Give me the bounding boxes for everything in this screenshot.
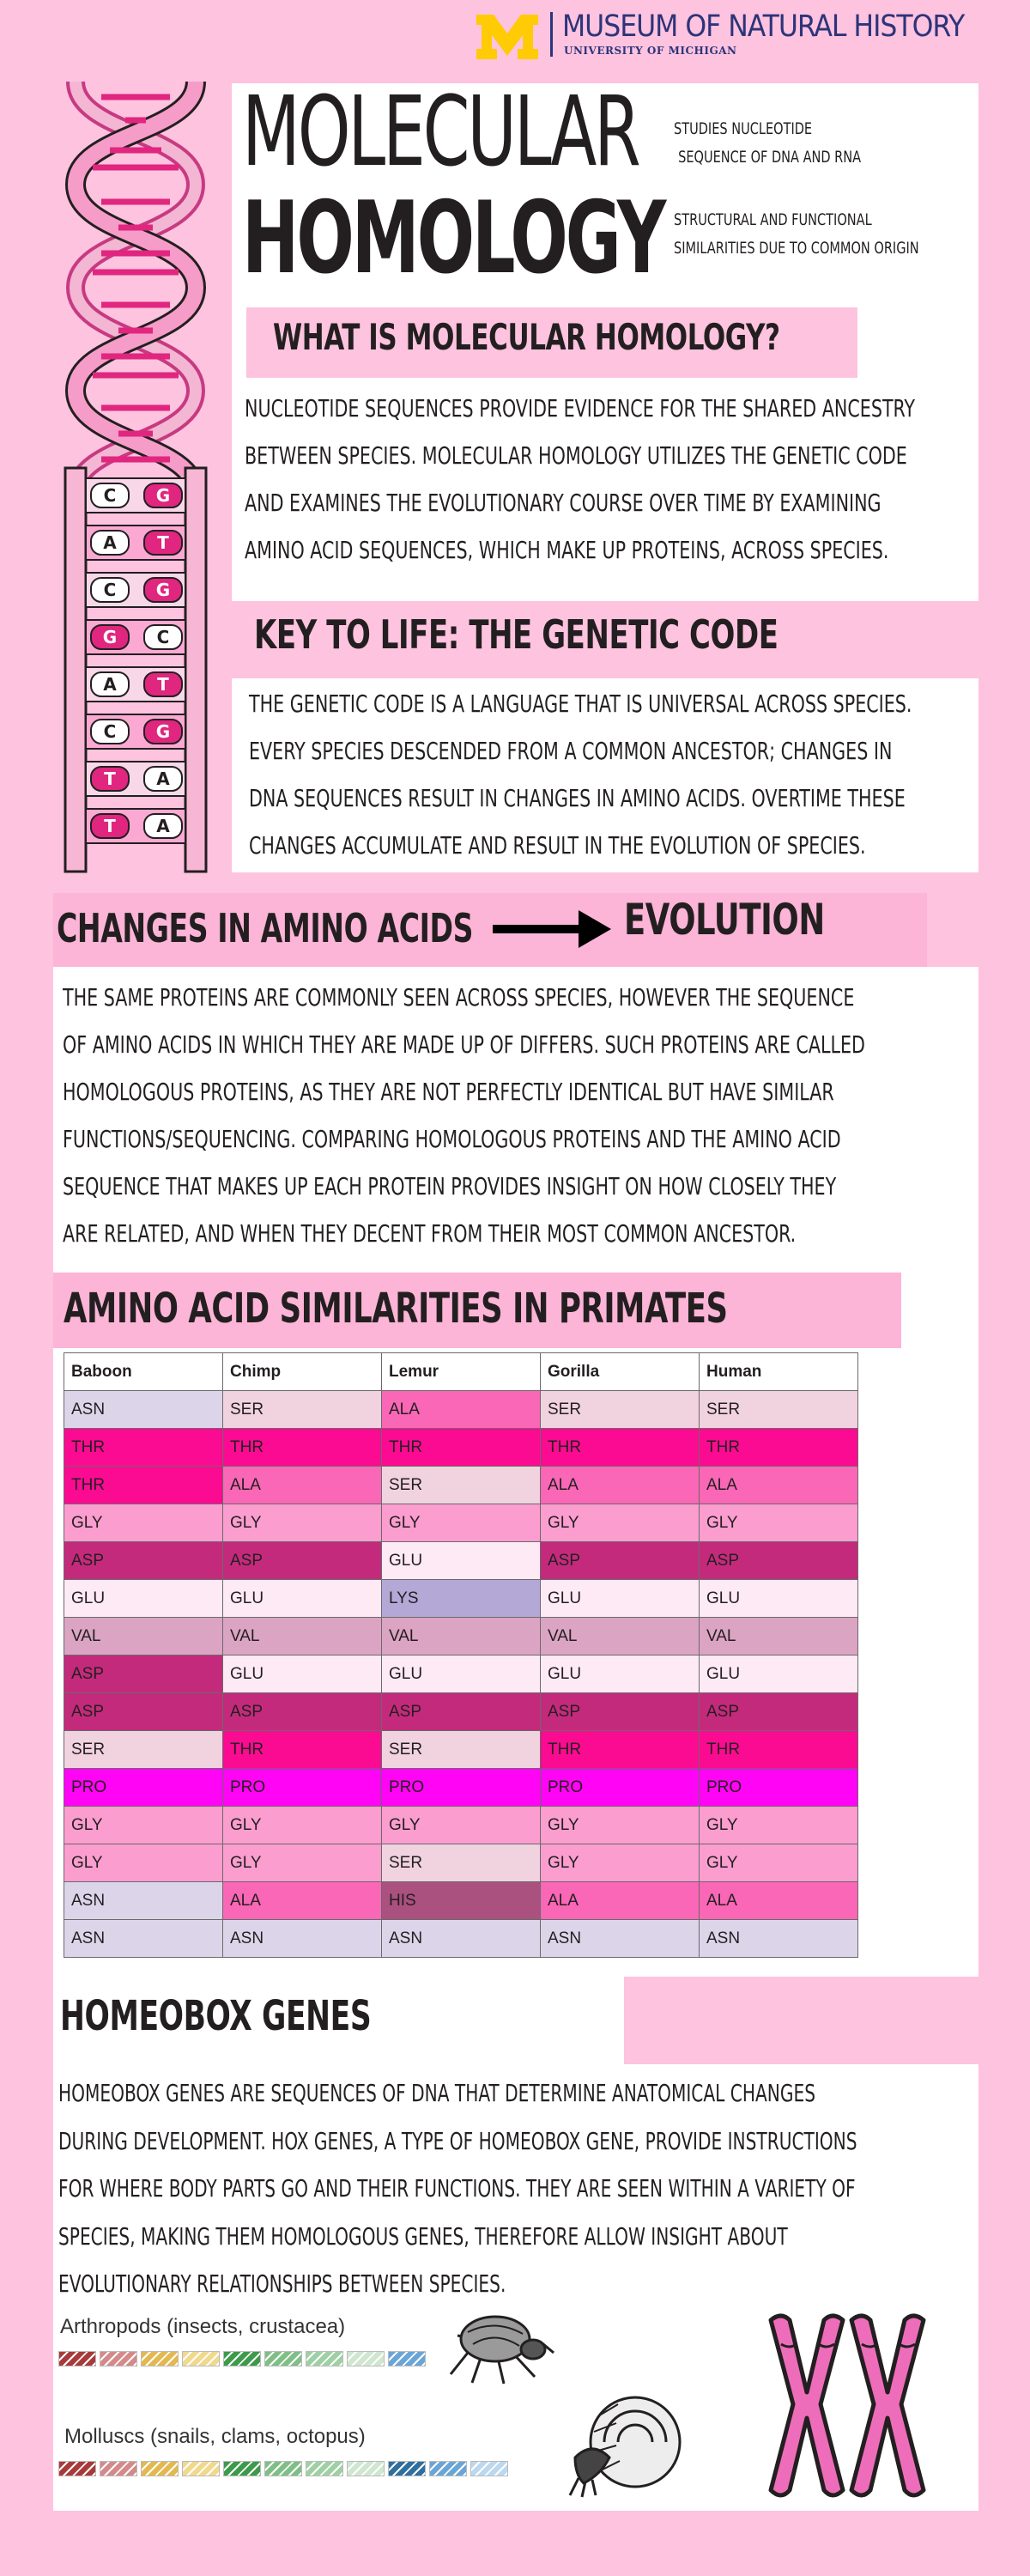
- gene-segment: [306, 2461, 343, 2476]
- gene-segment: [100, 2351, 137, 2366]
- gene-segment: [347, 2351, 385, 2366]
- table-cell: THR: [382, 1429, 541, 1467]
- table-cell: HIS: [382, 1882, 541, 1920]
- table-cell: GLU: [700, 1580, 858, 1618]
- dna-base-letter: T: [104, 769, 116, 789]
- arthropods-label: Arthropods (insects, crustacea): [60, 2315, 346, 2338]
- header-divider: [550, 12, 553, 57]
- table-cell: SER: [382, 1844, 541, 1882]
- chromosome-icon: [762, 2310, 934, 2507]
- section-evolution-body: [63, 974, 949, 1257]
- table-cell: VAL: [541, 1618, 700, 1656]
- table-cell: ASP: [541, 1542, 700, 1580]
- table-cell: ASP: [64, 1693, 223, 1731]
- gene-segment: [141, 2351, 179, 2366]
- mollusc-gene-bar: [58, 2461, 512, 2476]
- table-cell: ALA: [700, 1882, 858, 1920]
- table-cell: GLY: [64, 1844, 223, 1882]
- dna-base-letter: G: [155, 721, 171, 742]
- section-what-is-line: BETWEEN SPECIES. MOLECULAR HOMOLOGY UTILIZES THE GENETIC CODE: [245, 441, 907, 470]
- arthropod-gene-bar: [58, 2351, 429, 2366]
- table-cell: GLU: [223, 1580, 382, 1618]
- table-cell: ASN: [64, 1920, 223, 1958]
- table-row: [64, 1693, 858, 1731]
- table-cell: ASP: [382, 1693, 541, 1731]
- gene-segment: [347, 2461, 385, 2476]
- table-cell: GLY: [382, 1504, 541, 1542]
- table-row: [64, 1391, 858, 1429]
- table-cell: ALA: [541, 1467, 700, 1504]
- amino-acid-table: [64, 1352, 858, 1958]
- table-row: [64, 1731, 858, 1769]
- table-cell: PRO: [382, 1769, 541, 1807]
- section-what-is-body: [245, 385, 948, 574]
- table-cell: THR: [700, 1731, 858, 1769]
- title-line-1: MOLECULAR: [242, 76, 639, 188]
- table-cell: PRO: [64, 1769, 223, 1807]
- gene-segment: [58, 2351, 96, 2366]
- gene-segment: [388, 2461, 426, 2476]
- table-cell: THR: [223, 1429, 382, 1467]
- section-homeobox-line: SPECIES, MAKING THEM HOMOLOGOUS GENES, THEREFORE ALLOW INSIGHT ABOUT: [58, 2221, 788, 2251]
- table-cell: ASP: [64, 1656, 223, 1693]
- section-genetic-code-line: EVERY SPECIES DESCENDED FROM A COMMON ANCESTOR; CHANGES IN: [249, 737, 893, 765]
- section-evolution-line: FUNCTIONS/SEQUENCING. COMPARING HOMOLOGOUS PROTEINS AND THE AMINO ACID: [63, 1125, 841, 1153]
- table-cell: ASP: [700, 1542, 858, 1580]
- table-row: [64, 1807, 858, 1844]
- dna-helix-twist: [76, 82, 196, 494]
- table-cell: GLU: [64, 1580, 223, 1618]
- table-cell: GLY: [382, 1807, 541, 1844]
- dna-base-pair: [86, 526, 185, 560]
- section-homeobox-body: [58, 2069, 951, 2308]
- table-cell: GLY: [700, 1504, 858, 1542]
- title-line-2: HOMOLOGY: [242, 180, 664, 296]
- dna-base-letter: A: [103, 674, 117, 695]
- table-cell: GLY: [64, 1807, 223, 1844]
- section-evolution-line: SEQUENCE THAT MAKES UP EACH PROTEIN PROVIDES INSIGHT ON HOW CLOSELY THEY: [63, 1172, 837, 1200]
- table-cell: SER: [223, 1391, 382, 1429]
- section-homeobox-line: EVOLUTIONARY RELATIONSHIPS BETWEEN SPECIES.: [58, 2269, 506, 2298]
- table-cell: ASP: [223, 1542, 382, 1580]
- table-cell: GLY: [223, 1807, 382, 1844]
- table-row: [64, 1618, 858, 1656]
- section-evolution-heading-right: EVOLUTION: [624, 895, 825, 945]
- dna-base-pair: [86, 478, 185, 513]
- table-cell: ASP: [700, 1693, 858, 1731]
- title-note-1-line-2: SEQUENCE OF DNA AND RNA: [678, 148, 862, 167]
- dna-base-pair: [86, 762, 185, 796]
- table-cell: ASP: [541, 1693, 700, 1731]
- dna-base-letter: A: [156, 769, 170, 789]
- dna-base-letter: T: [104, 816, 116, 836]
- section-genetic-code-heading: KEY TO LIFE: THE GENETIC CODE: [254, 611, 779, 658]
- column-header-lemur: Lemur: [382, 1353, 541, 1391]
- table-cell: ALA: [223, 1882, 382, 1920]
- title-note-1-line-1: STUDIES NUCLEOTIDE: [674, 119, 813, 138]
- university-logo-m: [475, 13, 540, 61]
- section-genetic-code-line: THE GENETIC CODE IS A LANGUAGE THAT IS UNIVERSAL ACROSS SPECIES.: [249, 690, 912, 718]
- section-homeobox-heading: HOMEOBOX GENES: [60, 1992, 372, 2040]
- table-cell: GLU: [382, 1656, 541, 1693]
- gene-segment: [223, 2351, 261, 2366]
- gene-segment: [141, 2461, 179, 2476]
- title-note-nucleotide: [674, 115, 861, 172]
- table-row: [64, 1542, 858, 1580]
- table-cell: GLU: [223, 1656, 382, 1693]
- dna-base-letter: G: [155, 580, 171, 600]
- column-header-gorilla: Gorilla: [541, 1353, 700, 1391]
- table-cell: PRO: [541, 1769, 700, 1807]
- table-cell: GLU: [541, 1656, 700, 1693]
- section-homeobox-line: FOR WHERE BODY PARTS GO AND THEIR FUNCTIONS. THEY ARE SEEN WITHIN A VARIETY OF: [58, 2174, 856, 2202]
- title-note-2-line-2: SIMILARITIES DUE TO COMMON ORIGIN: [674, 239, 919, 258]
- table-row: [64, 1882, 858, 1920]
- column-header-baboon: Baboon: [64, 1353, 223, 1391]
- table-cell: THR: [541, 1429, 700, 1467]
- gene-segment: [388, 2351, 426, 2366]
- table-cell: ALA: [541, 1882, 700, 1920]
- table-cell: ASN: [64, 1391, 223, 1429]
- molluscs-label: Molluscs (snails, clams, octopus): [64, 2425, 366, 2448]
- table-row: [64, 1580, 858, 1618]
- table-cell: GLU: [382, 1542, 541, 1580]
- table-cell: GLY: [541, 1807, 700, 1844]
- table-cell: PRO: [223, 1769, 382, 1807]
- section-what-is-line: AND EXAMINES THE EVOLUTIONARY COURSE OVER TIME BY EXAMINING: [245, 489, 882, 517]
- section-evolution-line: HOMOLOGOUS PROTEINS, AS THEY ARE NOT PERFECTLY IDENTICAL BUT HAVE SIMILAR: [63, 1078, 834, 1106]
- table-row: [64, 1467, 858, 1504]
- table-cell: VAL: [700, 1618, 858, 1656]
- table-cell: ALA: [700, 1467, 858, 1504]
- section-what-is-line: NUCLEOTIDE SEQUENCES PROVIDE EVIDENCE FOR THE SHARED ANCESTRY: [245, 394, 916, 422]
- title-note-2-line-1: STRUCTURAL AND FUNCTIONAL: [674, 210, 872, 229]
- gene-segment: [223, 2461, 261, 2476]
- table-row: [64, 1429, 858, 1467]
- dna-base-letter: A: [103, 532, 117, 553]
- column-header-human: Human: [700, 1353, 858, 1391]
- table-cell: ASN: [64, 1882, 223, 1920]
- table-cell: SER: [382, 1731, 541, 1769]
- dna-base-pair: [86, 714, 185, 749]
- table-cell: GLY: [223, 1504, 382, 1542]
- gene-segment: [264, 2461, 302, 2476]
- table-cell: ALA: [223, 1467, 382, 1504]
- gene-segment: [100, 2461, 137, 2476]
- table-cell: ASN: [223, 1920, 382, 1958]
- dna-base-pair: [86, 809, 185, 843]
- table-cell: THR: [64, 1429, 223, 1467]
- table-cell: ASP: [223, 1693, 382, 1731]
- university-name: UNIVERSITY OF MICHIGAN: [564, 45, 737, 57]
- gene-segment: [58, 2461, 96, 2476]
- table-row: [64, 1504, 858, 1542]
- table-cell: GLU: [700, 1656, 858, 1693]
- gene-segment: [182, 2351, 220, 2366]
- table-cell: ASN: [541, 1920, 700, 1958]
- dna-base-pair: [86, 573, 185, 607]
- section-evolution-line: THE SAME PROTEINS ARE COMMONLY SEEN ACROSS SPECIES, HOWEVER THE SEQUENCE: [63, 983, 855, 1012]
- dna-base-letter: C: [103, 580, 117, 600]
- table-cell: THR: [700, 1429, 858, 1467]
- dna-base-pair: [86, 667, 185, 702]
- table-cell: GLY: [541, 1504, 700, 1542]
- table-cell: ALA: [382, 1391, 541, 1429]
- table-cell: GLU: [541, 1580, 700, 1618]
- table-row: [64, 1769, 858, 1807]
- table-cell: VAL: [64, 1618, 223, 1656]
- table-cell: ASN: [382, 1920, 541, 1958]
- dna-base-letter: C: [156, 627, 170, 647]
- column-header-chimp: Chimp: [223, 1353, 382, 1391]
- table-cell: LYS: [382, 1580, 541, 1618]
- section-evolution-line: ARE RELATED, AND WHEN THEY DECENT FROM THEIR MOST COMMON ANCESTOR.: [63, 1219, 797, 1248]
- table-row: [64, 1844, 858, 1882]
- gene-segment: [182, 2461, 220, 2476]
- dna-base-letter: G: [155, 485, 171, 506]
- dna-base-letter: G: [102, 627, 118, 647]
- table-cell: VAL: [223, 1618, 382, 1656]
- museum-name[interactable]: MUSEUM OF NATURAL HISTORY: [562, 9, 965, 44]
- table-cell: SER: [700, 1391, 858, 1429]
- section-genetic-code-line: CHANGES ACCUMULATE AND RESULT IN THE EVOLUTION OF SPECIES.: [249, 831, 866, 860]
- dna-base-letter: C: [103, 485, 117, 506]
- beetle-icon: [433, 2301, 562, 2387]
- table-cell: GLY: [700, 1844, 858, 1882]
- section-primates-heading: AMINO ACID SIMILARITIES IN PRIMATES: [64, 1285, 728, 1333]
- table-cell: GLY: [700, 1807, 858, 1844]
- table-row: [64, 1920, 858, 1958]
- table-cell: GLY: [64, 1504, 223, 1542]
- gene-segment: [470, 2461, 508, 2476]
- gene-segment: [264, 2351, 302, 2366]
- section-homeobox-line: DURING DEVELOPMENT. HOX GENES, A TYPE OF HOMEOBOX GENE, PROVIDE INSTRUCTIONS: [58, 2126, 857, 2155]
- dna-base-letter: T: [157, 532, 169, 553]
- table-cell: SER: [541, 1391, 700, 1429]
- table-cell: PRO: [700, 1769, 858, 1807]
- amino-acid-table-wrapper: [64, 1352, 858, 1958]
- table-cell: GLY: [223, 1844, 382, 1882]
- title-note-structural: [674, 206, 919, 263]
- table-cell: THR: [64, 1467, 223, 1504]
- table-cell: SER: [382, 1467, 541, 1504]
- section-what-is-heading: WHAT IS MOLECULAR HOMOLOGY?: [273, 316, 780, 358]
- table-cell: ASN: [700, 1920, 858, 1958]
- dna-base-letter: T: [157, 674, 169, 695]
- table-header-row: [64, 1353, 858, 1391]
- section-genetic-code-line: DNA SEQUENCES RESULT IN CHANGES IN AMINO ACIDS. OVERTIME THESE: [249, 784, 906, 812]
- dna-base-pair: [86, 620, 185, 654]
- table-cell: GLY: [541, 1844, 700, 1882]
- dna-base-letter: C: [103, 721, 117, 742]
- table-cell: THR: [223, 1731, 382, 1769]
- table-cell: ASP: [64, 1542, 223, 1580]
- section-homeobox-line: HOMEOBOX GENES ARE SEQUENCES OF DNA THAT DETERMINE ANATOMICAL CHANGES: [58, 2079, 816, 2107]
- dna-base-letter: A: [156, 816, 170, 836]
- section-what-is-line: AMINO ACID SEQUENCES, WHICH MAKE UP PROTEINS, ACROSS SPECIES.: [245, 536, 889, 564]
- arrow-right-icon: [493, 910, 611, 948]
- gene-segment: [306, 2351, 343, 2366]
- section-evolution-heading-left: CHANGES IN AMINO ACIDS: [57, 905, 474, 951]
- table-cell: VAL: [382, 1618, 541, 1656]
- section-evolution-line: OF AMINO ACIDS IN WHICH THEY ARE MADE UP OF DIFFERS. SUCH PROTEINS ARE CALLED: [63, 1030, 865, 1059]
- section-genetic-code-body: [249, 680, 966, 869]
- table-cell: SER: [64, 1731, 223, 1769]
- gene-segment: [429, 2461, 467, 2476]
- nautilus-icon: [566, 2389, 687, 2500]
- table-row: [64, 1656, 858, 1693]
- table-cell: THR: [541, 1731, 700, 1769]
- dna-helix-illustration: [50, 82, 221, 876]
